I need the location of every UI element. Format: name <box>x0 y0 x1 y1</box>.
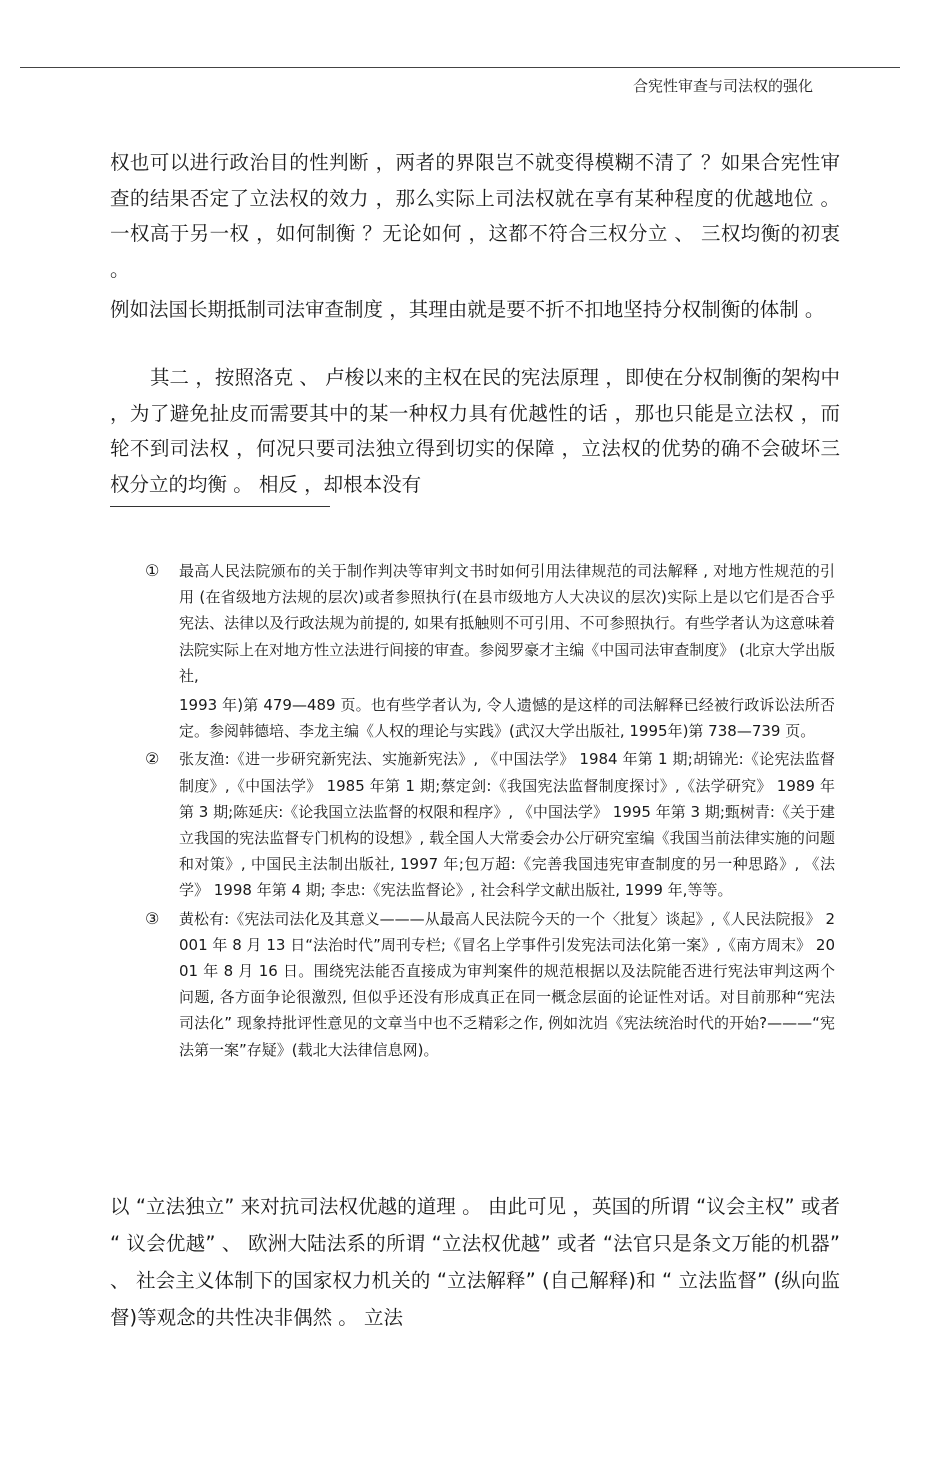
footnote-text: 最高人民法院颁布的关于制作判决等审判文书时如何引用法律规范的司法解释 , 对地方性规范的引用 (在省级地方法规的层次)或者参照执行(在县市级地方人大决议的层次)实际上是以它们是否合乎宪法、法律以及行政法规为前提的, 如果有抵触则不可引用、不可参照执行。有些学者认为这意味着法院实际上在对地方性立法进行间接的审查。参阅罗豪才主编《中国司法审查制度》 (北京大学出版社, <box>179 562 835 685</box>
footnote-2 <box>145 746 835 903</box>
header-rule <box>20 67 900 68</box>
footnote-text: 张友渔:《进一步研究新宪法、实施新宪法》, 《中国法学》 1984 年第 1 期;胡锦光:《论宪法监督制度》,《中国法学》 1985 年第 1 期;蔡定剑:《我国宪法监督制度探讨》,《法学研究》 1989 年第 3 期;陈延庆:《论我国立法监督的权限和程序》, 《中国法学》 1995 年第 3 期;甄树青:《关于建立我国的宪法监督专门机构的设想》, 载全国人大常委会办公厅研究室编《我国当前法律实施的问题和对策》, 中国民主法制出版社, 1997 年;包万超:《完善我国违宪审查制度的另一种思路》, 《法学》 1998 年第 4 期; 李忠:《宪法监督论》, 社会科学文献出版社, 1999 年,等等。 <box>179 750 835 900</box>
footnote-3 <box>145 906 835 1063</box>
body-paragraph-1: 权也可以进行政治目的性判断 ，两者的界限岂不就变得模糊不清了 ？如果合宪性审查的结果否定了立法权的效力 ，那么实际上司法权就在享有某种程度的优越地位 。一权高于另一权 ，如何制衡 ？无论如何 ，这都不符合三权分立 、 三权均衡的初衷 。 <box>110 151 840 281</box>
footnote-text: 黄松有:《宪法司法化及其意义———从最高人民法院今天的一个〈批复〉谈起》,《人民法院报》 2001 年 8 月 13 日“法治时代”周刊专栏;《冒名上学事件引发宪法司法化第一案》,《南方周末》 2001 年 8 月 16 日。围绕宪法能否直接成为审判案件的规范根据以及法院能否进行宪法审判这两个问题, 各方面争论很激烈, 但似乎还没有形成真正在同一概念层面的论证性对话。对目前那种“宪法司法化” 现象持批评性意见的文章当中也不乏精彩之作, 例如沈岿《宪法统治时代的开始?———“宪法第一案”存疑》(载北大法律信息网)。 <box>179 909 835 1059</box>
footnote-marker: ③ <box>145 908 160 928</box>
body-paragraph-2: 例如法国长期抵制司法审查制度 ，其理由就是要不折不扣地坚持分权制衡的体制 。 <box>110 298 825 321</box>
footnote-continuation: 1993 年)第 479—489 页。也有些学者认为, 令人遗憾的是这样的司法解释已经被行政诉讼法所否定。参阅韩德培、李龙主编《人权的理论与实践》(武汉大学出版社, 1995年)第 738—739 页。 <box>179 696 835 741</box>
running-head: 合宪性审查与司法权的强化 <box>632 77 813 95</box>
footnote-marker: ② <box>145 749 160 769</box>
footnotes <box>145 558 835 1063</box>
footnote-marker: ① <box>145 561 160 580</box>
footnote-separator <box>110 506 330 507</box>
body-paragraph-4: 以 “立法独立” 来对抗司法权优越的道理 。 由此可见 ，英国的所谓 “议会主权” 或者 “ 议会优越” 、 欧洲大陆法系的所谓 “立法权优越” 或者 “法官只是条文万能的机器” 、 社会主义体制下的国家权力机关的 “立法解释” (自己解释)和 “ 立法监督” (纵向监督)等观念的共性决非偶然 。 立法 <box>110 1195 840 1329</box>
body-paragraph-3: 其二 ，按照洛克 、 卢梭以来的主权在民的宪法原理 ，即使在分权制衡的架构中 ，为了避免扯皮而需要其中的某一种权力具有优越性的话 ，那也只能是立法权 ，而轮不到司法权 ，何况只要司法独立得到切实的保障 ，立法权的优势的确不会破坏三权分立的均衡 。 相反 ，却根本没有 <box>110 366 840 496</box>
footnote-1 <box>145 558 835 744</box>
